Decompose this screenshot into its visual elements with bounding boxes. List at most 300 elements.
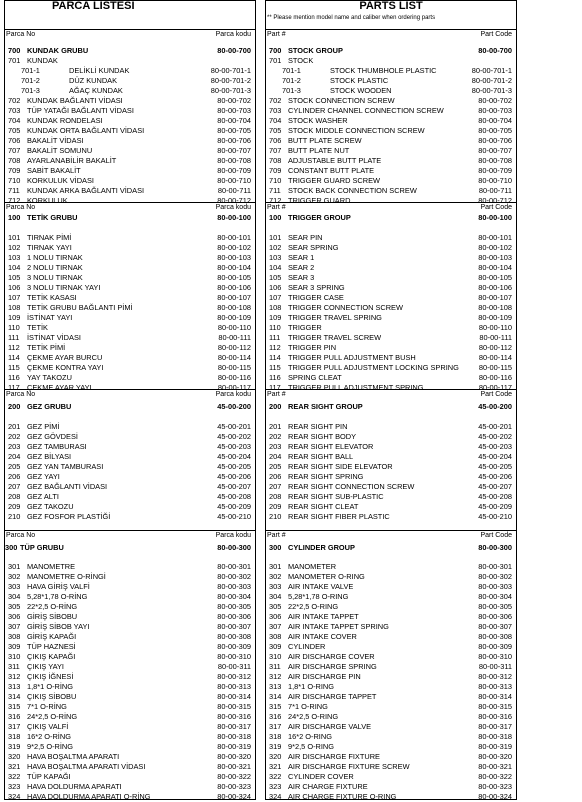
part-code: 80-00-108 <box>217 303 251 312</box>
table-row <box>266 572 512 582</box>
part-description: SEAR 2 <box>288 263 315 272</box>
table-row <box>266 682 512 692</box>
part-code: 80-00-701-3 <box>471 86 512 95</box>
part-description: ÇEKME AYAR YAYI <box>27 383 92 392</box>
part-number: 701-3 <box>21 86 40 95</box>
part-description: AIR DISCHARGE COVER <box>288 652 375 661</box>
part-description: KUNDAK ORTA BAĞLANTI VİDASI <box>27 126 145 135</box>
part-description: ÇIKIŞ İĞNESİ <box>27 672 74 681</box>
part-description: SEAR PIN <box>288 233 323 242</box>
table-row <box>5 762 251 772</box>
part-number: 115 <box>8 363 20 372</box>
group-row <box>5 543 251 553</box>
part-description: STOCK WASHER <box>288 116 348 125</box>
part-code: 80-00-308 <box>217 632 251 641</box>
part-code: 80-00-115 <box>478 363 512 372</box>
table-row <box>5 722 251 732</box>
table-row <box>266 782 512 792</box>
part-number: 208 <box>8 492 21 501</box>
part-description: TETİK KASASI <box>27 293 77 302</box>
table-row <box>5 502 251 512</box>
table-row <box>266 166 512 176</box>
part-code-header: Parca kodu <box>215 31 251 38</box>
part-description: GEZ BAĞLANTI VİDASI <box>27 482 108 491</box>
table-row <box>5 176 251 186</box>
part-number: 701 <box>8 56 21 65</box>
part-number: 707 <box>269 146 282 155</box>
part-number: 704 <box>269 116 282 125</box>
part-description: MANOMETRE <box>27 562 76 571</box>
table-row <box>5 56 251 66</box>
part-code: 45-00-203 <box>478 442 512 451</box>
part-number: 106 <box>269 283 282 292</box>
part-number: 302 <box>8 572 21 581</box>
table-row <box>266 136 512 146</box>
table-row <box>266 363 512 373</box>
part-number: 317 <box>269 722 282 731</box>
table-row <box>266 146 512 156</box>
table-row <box>266 373 512 383</box>
part-description: STOCK MIDDLE CONNECTION SCREW <box>288 126 425 135</box>
table-row <box>5 66 251 76</box>
part-description: STOCK WOODEN <box>330 86 392 95</box>
part-number: 307 <box>269 622 282 631</box>
table-row <box>5 632 251 642</box>
english-parts-list <box>265 0 517 800</box>
table-row <box>5 243 251 253</box>
part-description: GEZ YAYI <box>27 472 60 481</box>
table-row <box>5 602 251 612</box>
part-number: 701-1 <box>282 66 301 75</box>
part-number: 709 <box>269 166 282 175</box>
section-header <box>267 30 512 39</box>
part-code: 80-00-309 <box>478 642 512 651</box>
part-code: 80-00-322 <box>478 772 512 781</box>
part-description: BAKALİT SOMUNU <box>27 146 93 155</box>
part-code: 80-00-101 <box>478 233 512 242</box>
part-number: 711 <box>269 186 281 195</box>
table-row <box>5 233 251 243</box>
part-description: AIR CHARGE FIXTURE O-RING <box>288 792 397 801</box>
part-code: 80-00-100 <box>478 213 512 222</box>
part-code: 80-00-316 <box>478 712 512 721</box>
part-code: 80-00-105 <box>478 273 512 282</box>
part-description: ÇIKIŞ KAPAĞI <box>27 652 76 661</box>
parts-section <box>266 530 516 802</box>
table-row <box>5 452 251 462</box>
part-number: 701-1 <box>21 66 40 75</box>
table-row <box>5 253 251 263</box>
part-description: CYLINDER COVER <box>288 772 354 781</box>
table-row <box>266 492 512 502</box>
part-code: 80-00-303 <box>478 582 512 591</box>
part-number: 116 <box>269 373 281 382</box>
table-row <box>266 702 512 712</box>
part-number: 108 <box>269 303 282 312</box>
table-row <box>266 303 512 313</box>
part-code: 80-00-712 <box>217 196 251 205</box>
table-row <box>5 363 251 373</box>
part-number: 702 <box>269 96 282 105</box>
part-number: 107 <box>8 293 21 302</box>
table-row <box>5 263 251 273</box>
table-row <box>5 323 251 333</box>
part-number: 701-3 <box>282 86 301 95</box>
table-row <box>5 712 251 722</box>
table-row <box>266 233 512 243</box>
part-description: TRIGGER GUARD <box>288 196 351 205</box>
table-row <box>266 762 512 772</box>
part-description: STOCK PLASTIC <box>330 76 389 85</box>
part-code: 80-00-303 <box>217 582 251 591</box>
part-number: 314 <box>8 692 21 701</box>
section-header <box>6 30 251 39</box>
part-code: 80-00-104 <box>478 263 512 272</box>
part-description: TIRNAK YAYI <box>27 243 72 252</box>
part-code: 80-00-117 <box>478 383 512 392</box>
part-code: 80-00-114 <box>217 353 251 362</box>
part-number: 710 <box>269 176 282 185</box>
part-description: ÇEKME KONTRA YAYI <box>27 363 104 372</box>
part-number: 319 <box>269 742 282 751</box>
part-number: 100 <box>269 213 282 222</box>
table-row <box>5 652 251 662</box>
parts-section <box>266 202 516 392</box>
part-code: 80-00-321 <box>217 762 251 771</box>
part-number: 708 <box>8 156 21 165</box>
part-description: CONSTANT BUTT PLATE <box>288 166 375 175</box>
parts-section <box>5 530 255 802</box>
table-row <box>5 333 251 343</box>
part-code: 45-00-210 <box>478 512 512 521</box>
table-row <box>266 632 512 642</box>
table-row <box>5 462 251 472</box>
part-number: 307 <box>8 622 21 631</box>
part-description: KORKULUK VİDASI <box>27 176 94 185</box>
part-number: 321 <box>269 762 282 771</box>
part-code: 45-00-200 <box>478 402 512 411</box>
part-description: 16*2 O-RING <box>288 732 332 741</box>
table-row <box>5 96 251 106</box>
part-code: 80-00-106 <box>217 283 251 292</box>
table-row <box>5 672 251 682</box>
part-number: 111 <box>269 333 281 342</box>
part-code: 80-00-110 <box>478 323 512 332</box>
section-header <box>6 531 251 540</box>
table-row <box>5 702 251 712</box>
part-number: 107 <box>269 293 282 302</box>
part-code: 80-00-318 <box>217 732 251 741</box>
part-description: HAVA GİRİŞ VALFİ <box>27 582 90 591</box>
table-row <box>5 562 251 572</box>
table-row <box>5 572 251 582</box>
part-description: DELİKLİ KUNDAK <box>69 66 130 75</box>
part-number: 209 <box>269 502 282 511</box>
part-description: ÇIKIŞ YAYI <box>27 662 64 671</box>
part-number: 318 <box>8 732 21 741</box>
part-number: 105 <box>269 273 282 282</box>
part-code: 80-00-709 <box>217 166 251 175</box>
table-row <box>5 313 251 323</box>
part-code: 45-00-208 <box>217 492 251 501</box>
part-description: TETİK GRUBU BAĞLANTI PİMİ <box>27 303 133 312</box>
part-code: 80-00-116 <box>478 373 512 382</box>
part-code: 80-00-314 <box>217 692 251 701</box>
part-description: KUNDAK ARKA BAĞLANTI VİDASI <box>27 186 145 195</box>
section-header <box>267 203 512 212</box>
part-code: 80-00-320 <box>478 752 512 761</box>
part-code: 80-00-703 <box>478 106 512 115</box>
table-row <box>266 742 512 752</box>
part-description: AĞAÇ KUNDAK <box>69 86 123 95</box>
part-description: AIR DISCHARGE PIN <box>288 672 361 681</box>
part-number: 711 <box>8 186 20 195</box>
part-code-header: Parca kodu <box>215 204 251 211</box>
table-row <box>5 792 251 802</box>
part-description: MANOMETER O-RING <box>288 572 365 581</box>
table-row <box>5 186 251 196</box>
part-code-header: Part Code <box>480 532 512 539</box>
part-code: 80-00-708 <box>217 156 251 165</box>
part-description: 9*2,5 O-RING <box>288 742 335 751</box>
table-row <box>266 76 512 86</box>
part-number: 104 <box>269 263 282 272</box>
table-row <box>266 86 512 96</box>
part-code-header: Parca kodu <box>215 532 251 539</box>
part-number-header: Parca No <box>6 204 36 211</box>
part-description: KUNDAK GRUBU <box>27 46 89 55</box>
part-number: 322 <box>8 772 21 781</box>
table-row <box>266 662 512 672</box>
part-description: REAR SIGHT SIDE ELEVATOR <box>288 462 393 471</box>
part-number: 306 <box>269 612 282 621</box>
part-number: 202 <box>269 432 282 441</box>
part-code: 45-00-201 <box>478 422 512 431</box>
table-row <box>266 56 512 66</box>
part-number: 210 <box>269 512 282 521</box>
part-description: AYARLANABİLİR BAKALİT <box>27 156 117 165</box>
table-row <box>5 106 251 116</box>
part-code: 80-00-708 <box>478 156 512 165</box>
part-number-header: Parca No <box>6 31 36 38</box>
part-code: 45-00-207 <box>478 482 512 491</box>
table-row <box>5 482 251 492</box>
table-row <box>5 442 251 452</box>
part-code: 80-00-323 <box>217 782 251 791</box>
part-number: 202 <box>8 432 21 441</box>
part-description: HAVA BOŞALTMA APARATI <box>27 752 120 761</box>
table-row <box>266 652 512 662</box>
table-row <box>5 742 251 752</box>
part-code: 80-00-102 <box>478 243 512 252</box>
part-number: 315 <box>8 702 21 711</box>
part-code: 80-00-700 <box>478 46 512 55</box>
part-description: TETİK <box>27 323 48 332</box>
parts-section <box>5 29 255 205</box>
part-code-header: Part Code <box>480 31 512 38</box>
part-code: 80-00-323 <box>478 782 512 791</box>
part-number: 308 <box>269 632 282 641</box>
part-number: 706 <box>8 136 21 145</box>
part-number: 324 <box>8 792 21 801</box>
part-number: 309 <box>269 642 282 651</box>
part-description: REAR SIGHT GROUP <box>288 402 363 411</box>
table-row <box>5 752 251 762</box>
part-description: SEAR 3 <box>288 273 315 282</box>
part-code: 80-00-705 <box>478 126 512 135</box>
part-number: 302 <box>269 572 282 581</box>
table-row <box>5 512 251 522</box>
part-code: 80-00-700 <box>217 46 251 55</box>
part-code: 80-00-106 <box>478 283 512 292</box>
part-description: 2 NOLU TIRNAK <box>27 263 83 272</box>
part-number: 712 <box>269 196 282 205</box>
part-number: 114 <box>8 353 20 362</box>
part-description: REAR SIGHT SUB-PLASTIC <box>288 492 384 501</box>
part-code: 80-00-707 <box>217 146 251 155</box>
part-description: AIR DISCHARGE SPRING <box>288 662 377 671</box>
part-code: 80-00-702 <box>217 96 251 105</box>
group-row <box>5 402 251 412</box>
part-description: 1,8*1 O-RING <box>288 682 335 691</box>
part-description: AIR DISCHARGE FIXTURE SCREW <box>288 762 410 771</box>
table-row <box>5 343 251 353</box>
part-number: 700 <box>8 46 21 55</box>
part-description: REAR SIGHT CONNECTION SCREW <box>288 482 415 491</box>
part-number: 103 <box>269 253 282 262</box>
part-code: 80-00-109 <box>217 313 251 322</box>
part-code: 80-00-101 <box>217 233 251 242</box>
part-code: 80-00-704 <box>478 116 512 125</box>
part-description: AIR DISCHARGE TAPPET <box>288 692 377 701</box>
part-number: 709 <box>8 166 21 175</box>
part-code: 80-00-320 <box>217 752 251 761</box>
part-code: 80-00-117 <box>217 383 251 392</box>
part-number: 208 <box>269 492 282 501</box>
part-description: KUNDAK BAĞLANTI VİDASI <box>27 96 123 105</box>
part-number: 318 <box>269 732 282 741</box>
part-number: 704 <box>8 116 21 125</box>
table-row <box>266 792 512 802</box>
table-row <box>5 373 251 383</box>
table-row <box>266 353 512 363</box>
part-number: 108 <box>8 303 21 312</box>
part-description: REAR SIGHT PIN <box>288 422 348 431</box>
part-number: 707 <box>8 146 21 155</box>
part-code-header: Parca kodu <box>215 391 251 398</box>
table-row <box>266 732 512 742</box>
part-code: 80-00-312 <box>217 672 251 681</box>
part-code: 80-00-318 <box>478 732 512 741</box>
part-number-header: Parca No <box>6 391 36 398</box>
table-row <box>266 712 512 722</box>
table-row <box>266 96 512 106</box>
part-code: 80-00-711 <box>478 186 512 195</box>
part-number: 201 <box>8 422 21 431</box>
part-description: 3 NOLU TIRNAK YAYI <box>27 283 101 292</box>
part-code: 80-00-301 <box>217 562 251 571</box>
table-row <box>266 66 512 76</box>
part-description: SABİT BAKALİT <box>27 166 81 175</box>
part-description: TRIGGER TRAVEL SPRING <box>288 313 382 322</box>
part-number: 204 <box>269 452 282 461</box>
table-row <box>266 472 512 482</box>
part-description: TRIGGER TRAVEL SCREW <box>288 333 382 342</box>
part-description: AIR INTAKE TAPPET <box>288 612 359 621</box>
part-description: GEZ FOSFOR PLASTİĞİ <box>27 512 111 521</box>
part-number: 306 <box>8 612 21 621</box>
part-description: REAR SIGHT FIBER PLASTIC <box>288 512 390 521</box>
part-number: 101 <box>8 233 21 242</box>
table-row <box>266 772 512 782</box>
part-number: 207 <box>269 482 282 491</box>
part-number: 204 <box>8 452 21 461</box>
part-description: TRIGGER PULL ADJUSTMENT SPRING <box>288 383 424 392</box>
part-code: 80-00-702 <box>478 96 512 105</box>
table-row <box>5 283 251 293</box>
part-code: 80-00-109 <box>478 313 512 322</box>
table-row <box>266 253 512 263</box>
part-code: 45-00-202 <box>478 432 512 441</box>
part-description: 9*2,5 O-RİNG <box>27 742 74 751</box>
part-code: 80-00-107 <box>217 293 251 302</box>
part-number: 701-2 <box>21 76 40 85</box>
part-number: 300 <box>5 543 18 552</box>
part-description: ÇIKIŞ SİBOBU <box>27 692 77 701</box>
table-row <box>266 602 512 612</box>
part-number: 321 <box>8 762 21 771</box>
part-code: 80-00-710 <box>217 176 251 185</box>
part-code: 45-00-207 <box>217 482 251 491</box>
part-description: GİRİŞ SİBOBU <box>27 612 78 621</box>
part-code: 80-00-321 <box>478 762 512 771</box>
parts-section <box>5 389 255 524</box>
group-row <box>266 213 512 223</box>
part-code: 80-00-311 <box>217 662 251 671</box>
part-description: KORKULUK <box>27 196 68 205</box>
table-row <box>266 263 512 273</box>
part-code: 80-00-317 <box>217 722 251 731</box>
part-code: 80-00-305 <box>478 602 512 611</box>
group-row <box>266 402 512 412</box>
part-description: SEAR SPRING <box>288 243 339 252</box>
part-description: 24*2,5 O-RİNG <box>27 712 78 721</box>
part-number: 116 <box>8 373 20 382</box>
part-number: 311 <box>269 662 281 671</box>
part-number: 200 <box>269 402 282 411</box>
part-code: 80-00-316 <box>217 712 251 721</box>
table-row <box>266 442 512 452</box>
part-code: 45-00-206 <box>478 472 512 481</box>
part-description: STOCK <box>288 56 314 65</box>
part-description: AIR INTAKE TAPPET SPRING <box>288 622 389 631</box>
part-description: KUNDAK <box>27 56 58 65</box>
part-description: TRIGGER CASE <box>288 293 344 302</box>
part-code: 80-00-707 <box>478 146 512 155</box>
part-description: TETİK PİMİ <box>27 343 66 352</box>
part-number: 305 <box>269 602 282 611</box>
part-number-header: Part # <box>267 204 286 211</box>
part-code: 80-00-112 <box>217 343 251 352</box>
part-description: 22*2,5 O-RING <box>288 602 339 611</box>
part-description: GEZ BİLYASI <box>27 452 72 461</box>
part-code: 80-00-300 <box>478 543 512 552</box>
table-row <box>266 462 512 472</box>
part-number: 301 <box>8 562 21 571</box>
part-code: 80-00-312 <box>478 672 512 681</box>
table-row <box>266 116 512 126</box>
part-number: 115 <box>269 363 281 372</box>
